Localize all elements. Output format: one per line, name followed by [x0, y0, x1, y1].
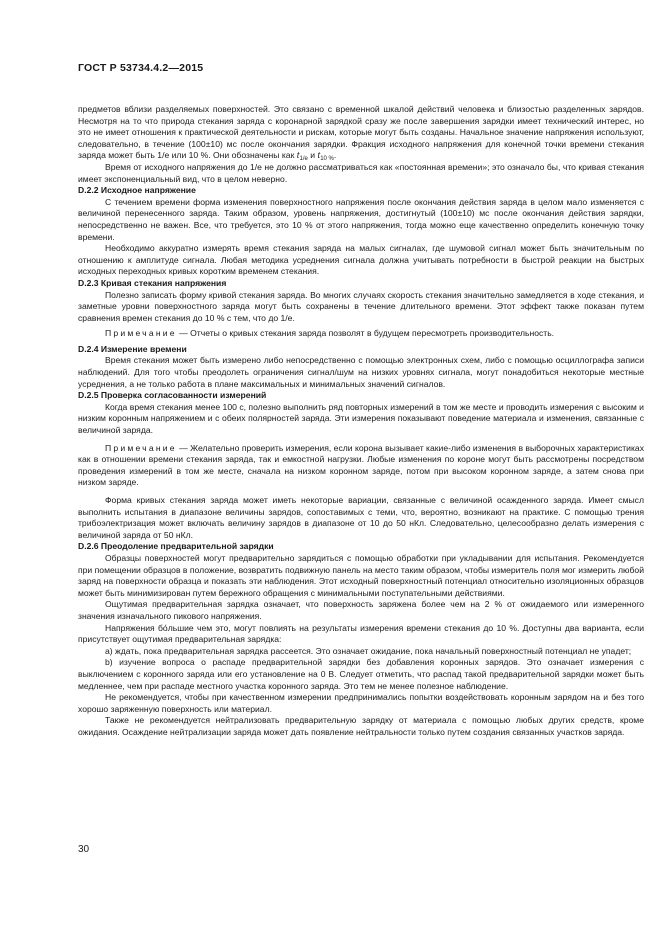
symbol-t: t — [296, 150, 300, 162]
note — [78, 328, 644, 340]
conjunction: и — [307, 150, 318, 161]
list-item-b: b) изучение вопроса о распаде предварительной зарядки без добавления коронных зарядов. Это означает измерения с выключением с коронного заряда или его установление на 0 В. Следует отметить, что распад такой предварительной зарядки может быть медленнее, чем при распаде местного участка коронного заряда. Это тем не менее полезное наблюдение. — [78, 657, 644, 691]
page-body — [78, 104, 644, 738]
paragraph: Не рекомендуется, чтобы при качественном измерении предпринимались попытки воздействовать коронным зарядом на и без того хорошо заряженную поверхность или материал. — [78, 692, 644, 714]
symbol-t: t — [317, 150, 321, 162]
note-text: — Желательно проверить измерения, если корона вызывает какие-либо изменения в выборочных характеристиках как в отношении времени стекания заряда, так и емкостной нагрузки. Любые изменения по короне могут быть рассмотрены посредством проведения измерений в том же месте, сначала на низком коронном заряде, потом при высоком коронном заряде, а затем снова при низком заряде. — [78, 442, 644, 488]
paragraph-text: предметов вблизи разделяемых поверхностей. Это связано с временной шкалой действий человека и близостью разделенных зарядов. Несмотря на то что природа стекания заряда с коронарной зарядкой сразу же после завершения зарядки имеет технический интерес, но это не имеет отношения к практической деятельности и рискам, которые могут быть созданы. Начальное значение напряжения используют, следовательно, в течение (100±10) мс после окончания зарядки. Фракция исходного напряжения для конечной точки времени стекания заряда может быть 1/e или 10 %. Они обозначены как — [78, 104, 644, 161]
subscript-1e: 1/e — [299, 156, 308, 163]
paragraph: Образцы поверхностей могут предварительно зарядиться с помощью обработки при укладывании для испытания. Рекомендуется при помещении образцов в положение, возвратить подвижную панель на место таким образом, чтобы измеритель поля мог измерить любой заряд на поверхности образца и показать эти наблюдения. Этот исходный поверхностный потенциал относительно изоляционных образцов может быть минимизирован путем бережного обращения с минимальными поступательными действиями. — [78, 552, 644, 598]
list-item-a: a) ждать, пока предварительная зарядка рассеется. Это означает ожидание, пока начальный поверхностный потенциал не упадет; — [105, 645, 632, 656]
note-label: Примечание — [105, 328, 177, 339]
paragraph: Время стекания может быть измерено либо непосредственно с помощью электронных схем, либо с помощью осциллографа записи наблюдений. Для того чтобы преодолеть ограничения сигнал/шум на низких уровнях сигнала, могут понадобиться некоторые местные усреднения, а не только работа в плане максимальных и минимальных значений сигналов. — [78, 355, 644, 389]
section-heading-d25: D.2.5 Проверка согласованности измерений — [78, 390, 267, 401]
note — [78, 443, 644, 489]
paragraph: Также не рекомендуется нейтрализовать предварительную зарядку от материала с помощью любых других средств, кроме ожидания. Осаждение нейтрализации заряда может дать появление нейтральности только путем создания связанных участков заряда. — [78, 715, 644, 737]
paragraph: Ощутимая предварительная зарядка означает, что поверхность заряжена более чем на 2 % от ожидаемого или измеренного значения изначального пикового напряжения. — [78, 599, 644, 621]
section-heading-d24: D.2.4 Измерение времени — [78, 343, 187, 354]
paragraph: Необходимо аккуратно измерять время стекания заряда на малых сигналах, где шумовой сигнал может быть значительным по отношению к амплитуде сигнала. Любая методика усреднения сигнала должна учитывать потребности в быстрой реакции на быстрых исходных переходных кривых коротким временем стекания. — [78, 243, 644, 277]
paragraph: Напряжения бо́льшие чем это, могут повлиять на результаты измерения времени стекания до 10 %. Доступны два варианта, если присутствует ощутимая предварительная зарядка: — [78, 622, 644, 645]
paragraph: С течением времени форма изменения поверхностного напряжения после окончания действия заряда в целом мало изменяется с величиной перенесенного заряда. Таким образом, уровень напряжения, достигнутый (100±10) мс после окончания действия зарядки, непосредственно не важен. Все, что требуется, это 10 % от этого напряжения, тогда можно еще качественно определить конечную точку времени. — [78, 196, 644, 242]
note-label: Примечание — [105, 442, 177, 453]
page-number: 30 — [78, 844, 90, 855]
section-heading-d22: D.2.2 Исходное напряжение — [78, 185, 196, 196]
paragraph: Время от исходного напряжения до 1/e не должно рассматриваться как «постоянная времени»; это означало бы, что кривая стекания имеет экспоненциальный вид, что в целом неверно. — [78, 161, 644, 184]
paragraph — [78, 104, 644, 162]
paragraph: Полезно записать форму кривой стекания заряда. Во многих случаях скорость стекания значительно замедляется в ходе стекания, и заметные уровни поверхностного заряда могут быть сохранены в течение длительного времени. Этот эффект также показан путем сравнения времен стекания до 10 % с тем, что до 1/e. — [78, 289, 644, 323]
paragraph: Форма кривых стекания заряда может иметь некоторые вариации, связанные с величиной осажденного заряда. Имеет смысл выполнить испытания в диапазоне величины зарядов, сопоставимых с теми, что, вероятно, возникают на практике. С помощью трения трибоэлектризация может включать величину зарядов в диапазоне от 10 до 50 нКл. Следовательно, целесообразно делать измерения с величиной заряда от 50 нКл. — [78, 495, 644, 540]
period: . — [333, 150, 337, 161]
section-heading-d23: D.2.3 Кривая стекания напряжения — [78, 277, 227, 288]
section-heading-d26: D.2.6 Преодоление предварительной зарядки — [78, 541, 274, 552]
note-text: — Отчеты о кривых стекания заряда позволят в будущем пересмотреть производительность. — [176, 328, 555, 339]
standard-header: ГОСТ Р 53734.4.2—2015 — [78, 62, 204, 74]
paragraph: Когда время стекания менее 100 с, полезно выполнить ряд повторных измерений в том же месте и проводить измерения с высоким и низким коронным напряжением и с обеих полярностей заряда. Эти измерения показывают поведение материала и изменения, связанные с величиной заряда. — [78, 401, 644, 436]
subscript-10: 10 % — [320, 156, 334, 163]
